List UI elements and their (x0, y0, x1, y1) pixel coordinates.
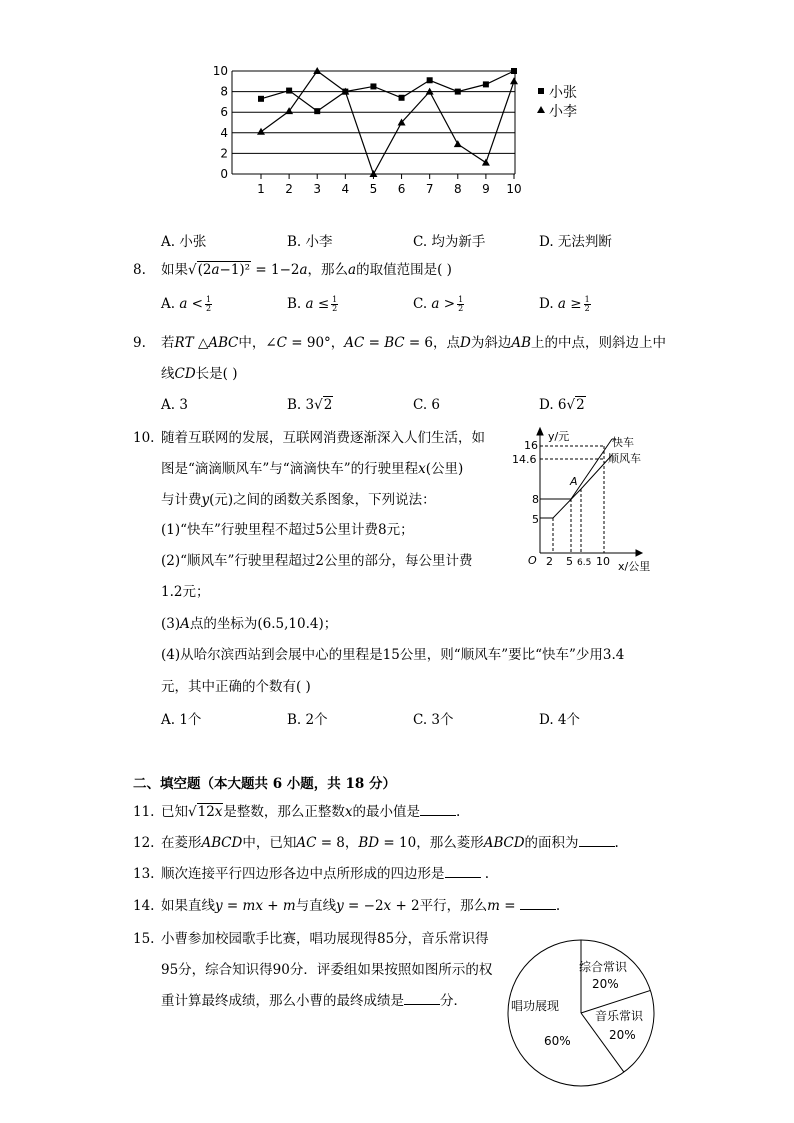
q14-stem (161, 896, 560, 916)
x-tick-label: 7 (425, 182, 434, 196)
x-tick-label: 3 (313, 182, 322, 196)
frac-num: 1 (332, 295, 338, 304)
q15-line-2: 95分，综合知识得90分．评委组如果按照如图所示的权 (161, 962, 493, 978)
q8-option-b-label: B. 𝑎 ≤ (287, 296, 330, 312)
q8-option-b[interactable] (287, 296, 338, 313)
q13-stem (161, 864, 489, 884)
y-tick-label: 2 (220, 146, 228, 161)
q10-option-c[interactable]: C. 3个 (413, 712, 454, 728)
q12-end: . (614, 835, 619, 851)
q10-xtick-10: 10 (596, 555, 610, 568)
q8-radicand: (2𝑎−1)² (197, 262, 251, 278)
q11-end: . (456, 804, 461, 820)
q10-number: 10. (133, 430, 155, 446)
marker-triangle (426, 88, 434, 95)
x-tick-label: 9 (482, 182, 490, 196)
x-tick-label: 8 (453, 182, 462, 196)
marker-triangle (454, 140, 462, 147)
marker-square (511, 68, 517, 74)
q10-option-a[interactable]: A. 1个 (161, 712, 202, 728)
frac-den: 2 (584, 304, 590, 313)
q10-xtick-2: 2 (546, 555, 553, 568)
x-tick-label: 4 (341, 182, 350, 196)
marker-triangle (285, 107, 293, 114)
frac-den: 2 (205, 304, 212, 313)
frac-num: 1 (205, 295, 212, 304)
pie-pct-zonghe: 20% (592, 977, 619, 991)
q10-line-3: 与计费𝑦(元)之间的函数关系图象，下列说法： (161, 492, 436, 508)
q10-option-b[interactable]: B. 2个 (287, 712, 328, 728)
q10-label-fast: 快车 (612, 436, 634, 449)
q10-xtick-6-5: 6.5 (577, 558, 592, 568)
q10-ytick-16: 16 (524, 439, 538, 452)
q10-ylabel: y/元 (548, 430, 570, 443)
q8-post: = 1−2𝑎，那么𝑎的取值范围是( ) (255, 262, 452, 278)
q13-end: . (484, 866, 490, 882)
q10-x-arrow (636, 550, 642, 556)
q11-pre: 已知 (161, 804, 188, 820)
q14-answer-blank[interactable] (520, 897, 556, 910)
q15-pie-chart (505, 937, 665, 1089)
pie-label-yinyue: 音乐常识 (595, 1009, 644, 1023)
q9-option-c[interactable]: C. 6 (413, 397, 441, 413)
q9-option-d-label: D. 6 (539, 397, 567, 413)
q15-number: 15. (133, 931, 155, 947)
q14-text: 如果直线𝑦 = 𝑚𝑥 + 𝑚与直线𝑦 = −2𝑥 + 2平行，那么𝑚 = (161, 898, 516, 914)
legend-label: 小张 (549, 85, 577, 101)
q10-point-a: A (570, 475, 578, 488)
frac-den: 2 (458, 304, 464, 313)
q13-text: 顺次连接平行四边形各边中点所形成的四边形是 (161, 866, 445, 882)
q10-line-8: (4)从哈尔滨西站到会展中心的里程是15公里，则“顺风车”要比“快车”少用3.4 (161, 647, 625, 663)
marker-square (258, 96, 264, 102)
marker-square (314, 108, 320, 114)
q10-line-2: 图是“滴滴顺风车”与“滴滴快车”的行驶里程𝑥(公里) (161, 461, 464, 477)
q14-end: . (555, 898, 561, 914)
q9-line-1: 若𝑅𝑇 △𝐴𝐵𝐶中，∠𝐶 = 90°，𝐴𝐶 = 𝐵𝐶 = 6，点𝐷为斜边𝐴𝐵上的中点，则斜边上中 (161, 335, 667, 351)
y-tick-label: 10 (212, 64, 228, 78)
x-tick-label: 2 (285, 182, 293, 196)
x-tick-label: 1 (257, 182, 265, 196)
q8-option-a-label: A. 𝑎 < (161, 296, 203, 312)
q8-option-b-fraction (331, 296, 338, 313)
q9-line-2: 线𝐶𝐷长是( ) (161, 366, 238, 382)
q7-option-c[interactable]: C. 均为新手 (413, 234, 486, 250)
line-chart (205, 62, 595, 197)
marker-triangle (482, 159, 490, 166)
q8-option-d-fraction (584, 296, 591, 313)
q15-line-3 (161, 991, 467, 1011)
q15-line-1: 小曹参加校园歌手比赛，唱功展现得85分，音乐常识得 (161, 931, 489, 947)
q8-option-c-fraction (457, 296, 464, 313)
q9-option-b-label: B. 3 (287, 397, 315, 413)
q10-line-4: (1)“快车”行驶里程不超过5公里计费8元； (161, 522, 414, 538)
frac-den: 2 (332, 304, 338, 313)
q8-option-a-fraction (205, 296, 212, 313)
q13-answer-blank[interactable] (445, 865, 481, 878)
q11-answer-blank[interactable] (420, 803, 456, 816)
q8-pre: 如果 (161, 262, 188, 278)
q11-radicand: 12𝑥 (197, 804, 223, 820)
q8-number: 8. (133, 262, 146, 278)
q8-option-c[interactable] (413, 296, 464, 313)
legend-marker-triangle (537, 106, 545, 113)
legend-marker-square (538, 88, 544, 94)
q10-function-graph (512, 425, 669, 575)
q10-line-5: (2)“顺风车”行驶里程超过2公里的部分，每公里计费 (161, 553, 473, 569)
marker-triangle (257, 128, 265, 135)
q7-option-a[interactable]: A. 小张 (161, 234, 207, 250)
q9-option-b[interactable]: B. 3√2 (287, 397, 333, 413)
q12-stem (161, 833, 619, 853)
marker-square (286, 88, 292, 94)
q10-origin: O (528, 554, 537, 567)
q9-option-b-root: 2 (323, 397, 333, 413)
q15-answer-blank[interactable] (404, 992, 440, 1005)
marker-square (370, 83, 376, 89)
y-tick-label: 8 (220, 84, 228, 99)
q10-xtick-5: 5 (566, 555, 573, 568)
q10-y-arrow (537, 428, 543, 435)
q10-ytick-14-6: 14.6 (512, 453, 537, 466)
q7-option-b[interactable]: B. 小李 (287, 234, 333, 250)
frac-num: 1 (458, 295, 464, 304)
q9-option-d[interactable]: D. 6√2 (539, 397, 585, 413)
series-line-1 (261, 71, 514, 111)
q10-line-6: 1.2元； (161, 584, 210, 600)
q10-ytick-8: 8 (532, 493, 539, 506)
q10-line-1: 随着互联网的发展，互联网消费逐渐深入人们生活，如 (161, 430, 485, 446)
q7-option-d[interactable]: D. 无法判断 (539, 234, 612, 250)
q11-stem: 已知√12𝑥是整数，那么正整数𝑥的最小值是 . (161, 804, 461, 820)
q15-line-3-text: 重计算最终成绩，那么小曹的最终成绩是 (161, 993, 404, 1009)
legend-label: 小李 (549, 104, 577, 120)
pie-pct-changgong: 60% (544, 1034, 571, 1048)
y-tick-label: 0 (220, 167, 228, 181)
q13-number: 13. (133, 866, 155, 882)
q12-number: 12. (133, 835, 155, 851)
q10-fast-line (540, 439, 612, 499)
q8-option-a[interactable] (161, 296, 212, 313)
x-tick-label: 5 (369, 182, 378, 196)
q10-ytick-5: 5 (532, 513, 539, 526)
q14-number: 14. (133, 898, 155, 914)
pie-label-zonghe: 综合常识 (579, 960, 628, 974)
q8-option-c-label: C. 𝑎 > (413, 296, 456, 312)
q15-line-3-end: 分． (440, 993, 467, 1009)
q10-label-ride: 顺风车 (608, 452, 641, 465)
q12-answer-blank[interactable] (579, 834, 615, 847)
frac-num: 1 (584, 295, 590, 304)
x-tick-label: 6 (397, 182, 406, 196)
q11-number: 11. (133, 804, 155, 820)
marker-square (399, 95, 405, 101)
q10-line-7: (3)𝐴点的坐标为(6.5,10.4)； (161, 616, 338, 632)
section-title: 二、填空题（本大题共 6 小题，共 18 分） (133, 776, 396, 792)
marker-square (455, 89, 461, 95)
y-tick-label: 4 (220, 125, 228, 140)
q8-stem: 如果√(2𝑎−1)² = 1−2𝑎，那么𝑎的取值范围是( ) (161, 262, 452, 278)
marker-triangle (510, 77, 518, 84)
q12-text: 在菱形𝐴𝐵𝐶𝐷中，已知𝐴𝐶 = 8，𝐵𝐷 = 10，那么菱形𝐴𝐵𝐶𝐷的面积为 (161, 835, 579, 851)
y-tick-label: 6 (220, 105, 228, 120)
pie-pct-yinyue: 20% (609, 1028, 636, 1042)
q11-post: 是整数，那么正整数𝑥的最小值是 (223, 804, 421, 820)
marker-square (427, 77, 433, 83)
x-tick-label: 10 (506, 182, 522, 196)
q8-option-d[interactable] (539, 296, 591, 313)
q9-number: 9. (133, 335, 146, 351)
q9-option-a[interactable]: A. 3 (161, 397, 188, 413)
q10-line-9: 元，其中正确的个数有( ) (161, 679, 311, 695)
q10-option-d[interactable]: D. 4个 (539, 712, 581, 728)
q10-xlabel: x/公里 (618, 560, 651, 573)
q9-option-d-root: 2 (576, 397, 585, 413)
marker-square (483, 81, 489, 87)
pie-label-changgong: 唱功展现 (511, 999, 560, 1013)
q8-option-d-label: D. 𝑎 ≥ (539, 296, 582, 312)
